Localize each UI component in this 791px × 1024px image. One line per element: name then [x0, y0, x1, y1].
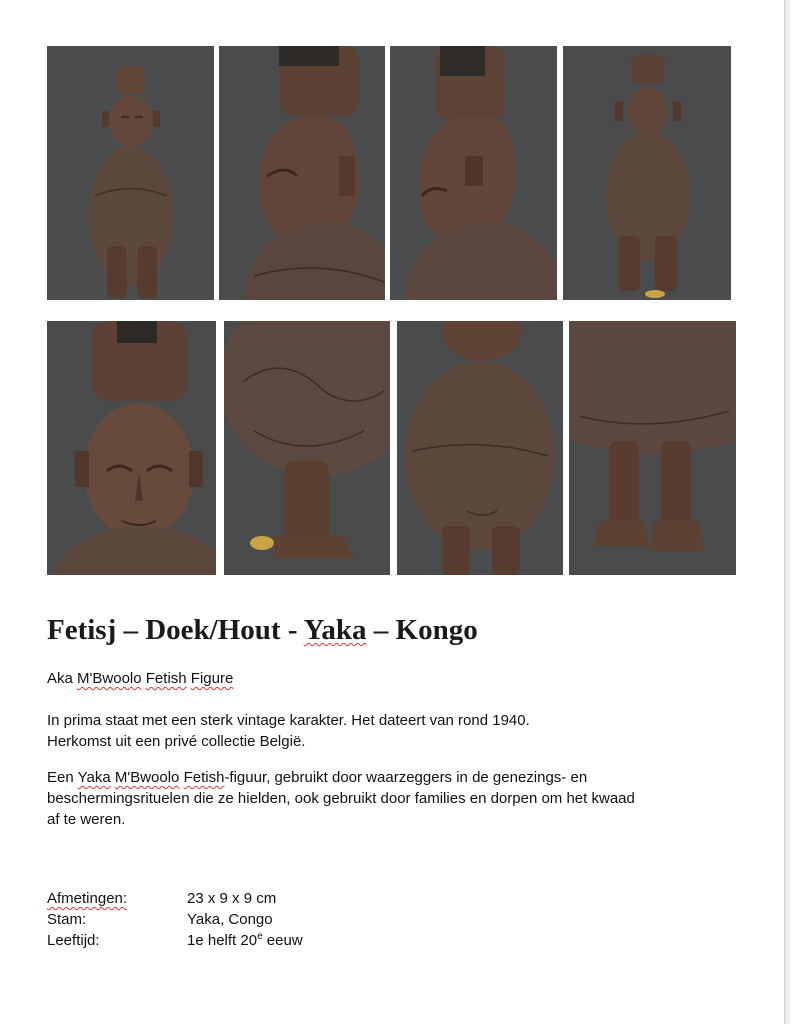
- desc-word-yaka: Yaka: [77, 769, 111, 786]
- paragraph-description: [47, 767, 747, 830]
- spec-row-dimensions: [47, 888, 303, 909]
- paragraph-condition-line-2: Herkomst uit een privé collectie België.: [47, 733, 306, 750]
- face-closeup-illustration: [47, 321, 216, 575]
- cloth-leg-illustration: [224, 321, 390, 575]
- subtitle-word-mbwoolo: M'Bwoolo: [77, 670, 142, 687]
- subtitle-word-figure: Figure: [190, 670, 234, 687]
- desc-text-rest: -figuur, gebruikt door waarzeggers in de genezings- en: [224, 769, 588, 786]
- head-three-quarter-illustration: [219, 46, 385, 300]
- figure-back-illustration: [563, 46, 731, 300]
- spec-label-tribe: Stam:: [47, 911, 87, 928]
- spec-value-age-main: 1e helft 20: [187, 932, 258, 949]
- title-part-1: Fetisj – Doek/Hout -: [47, 614, 304, 646]
- desc-word-fetish: Fetish: [183, 769, 225, 786]
- spec-label-dimensions: Afmetingen:: [47, 890, 128, 907]
- lower-body-illustration: [569, 321, 736, 575]
- spec-value-age: [187, 930, 303, 951]
- subtitle: [47, 670, 233, 687]
- subtitle-word-aka: Aka: [47, 670, 73, 687]
- paragraph-description-line-2: beschermingsrituelen die ze hielden, ook gebruikt door families en dorpen om het kwaad: [47, 790, 635, 807]
- photo-figure-back: [563, 46, 731, 300]
- head-side-illustration: [390, 46, 557, 300]
- photo-face-closeup: [47, 321, 216, 575]
- torso-closeup-illustration: [397, 321, 563, 575]
- paragraph-condition-line-1: In prima staat met een sterk vintage karakter. Het dateert van rond 1940.: [47, 712, 530, 729]
- title-part-yaka: Yaka: [303, 614, 367, 646]
- paragraph-description-line-1: [47, 767, 747, 788]
- paragraph-condition: [47, 710, 747, 752]
- photo-head-three-quarter: [219, 46, 385, 300]
- spec-value-tribe: Yaka, Congo: [187, 911, 273, 928]
- specs-table: [47, 888, 303, 951]
- desc-word-mbwoolo: M'Bwoolo: [114, 769, 180, 786]
- coin-icon-2: [250, 536, 274, 550]
- photo-lower-body: [569, 321, 736, 575]
- subtitle-word-fetish: Fetish: [145, 670, 187, 687]
- spec-value-dimensions: 23 x 9 x 9 cm: [187, 890, 277, 907]
- desc-text-een: Een: [47, 769, 78, 786]
- figure-front-illustration: [47, 46, 214, 300]
- spec-row-tribe: [47, 909, 303, 930]
- photo-torso-closeup: [397, 321, 563, 575]
- photo-figure-front: [47, 46, 214, 300]
- spec-value-age-suffix: eeuw: [262, 932, 303, 949]
- page-edge: [784, 0, 791, 1024]
- spec-label-age: Leeftijd:: [47, 932, 100, 949]
- paragraph-description-line-3: af te weren.: [47, 811, 126, 828]
- spec-row-age: [47, 930, 303, 951]
- photo-head-side: [390, 46, 557, 300]
- photo-cloth-leg: [224, 321, 390, 575]
- spec-value-age-superscript: e: [257, 931, 263, 942]
- coin-icon: [645, 290, 665, 298]
- document-title: [47, 614, 747, 647]
- title-part-3: – Kongo: [366, 614, 478, 646]
